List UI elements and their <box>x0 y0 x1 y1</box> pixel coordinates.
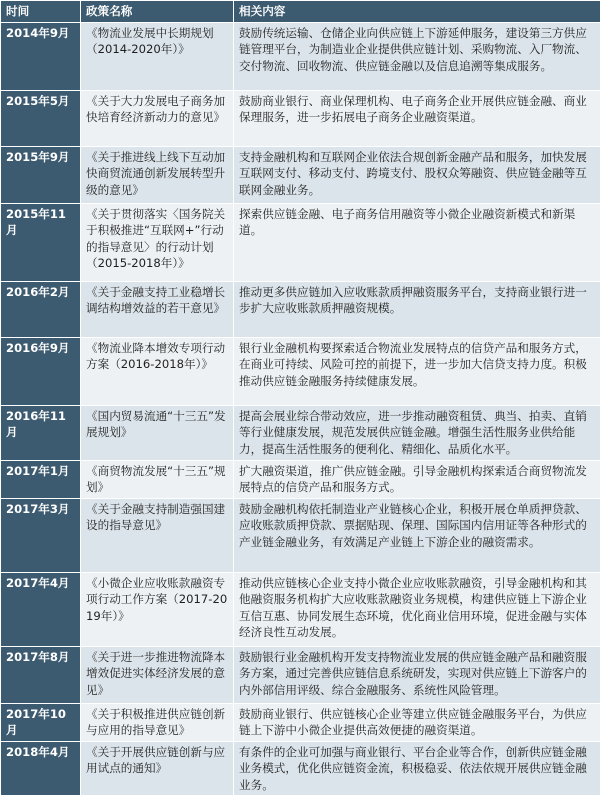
cell-content: 推动供应链核心企业支持小微企业应收账款融资，引导金融机构和其他融资服务机构扩大应收账款融资业务规模，构建供应链上下游企业互信互惠、协同发展生态环境，优化商业信用环境，促进金融与实体经济良性互动发展。 <box>234 572 600 646</box>
cell-content: 提高会展业综合带动效应，进一步推动融资租赁、典当、拍卖、直销等行业健康发展，规范发展供应链金融。增强生活性服务业供给能力，提高生活性服务的便利化、精细化、品质化水平。 <box>234 405 600 460</box>
table-row <box>1 460 600 498</box>
cell-time: 2018年4月 <box>1 741 81 796</box>
table-row <box>1 22 600 90</box>
table-body <box>1 22 600 796</box>
table-row <box>1 281 600 337</box>
cell-time: 2016年9月 <box>1 337 81 405</box>
table-row <box>1 572 600 646</box>
table-row <box>1 203 600 281</box>
cell-time: 2017年8月 <box>1 646 81 703</box>
cell-policy-name: 《关于开展供应链创新与应用试点的通知》 <box>81 741 234 796</box>
table-row <box>1 498 600 572</box>
table-row <box>1 146 600 203</box>
cell-content: 鼓励银行业金融机构开发支持物流业发展的供应链金融产品和融资服务方案，通过完善供应链信息系统研发，实现对供应链上下游客户的内外部信用评级、综合金融服务、系统性风险管理。 <box>234 646 600 703</box>
cell-content: 鼓励传统运输、仓储企业向供应链上下游延伸服务，建设第三方供应链管理平台，为制造业企业提供供应链计划、采购物流、入厂物流、交付物流、回收物流、供应链金融以及信息追溯等集成服务。 <box>234 22 600 90</box>
header-policy-name: 政策名称 <box>81 1 234 23</box>
header-row <box>1 1 600 23</box>
cell-time: 2017年3月 <box>1 498 81 572</box>
cell-content: 探索供应链金融、电子商务信用融资等小微企业融资新模式和新渠道。 <box>234 203 600 281</box>
table-row <box>1 337 600 405</box>
cell-time: 2015年11月 <box>1 203 81 281</box>
cell-policy-name: 《物流业降本增效专项行动方案（2016-2018年）》 <box>81 337 234 405</box>
cell-time: 2017年1月 <box>1 460 81 498</box>
cell-content: 鼓励金融机构依托制造业产业链核心企业，积极开展仓单质押贷款、应收账款质押贷款、票据贴现、保理、国际国内信用证等各种形式的产业链金融业务，有效满足产业链上下游企业的融资需求。 <box>234 498 600 572</box>
cell-time: 2016年11月 <box>1 405 81 460</box>
cell-time: 2017年10月 <box>1 703 81 741</box>
table-row <box>1 90 600 146</box>
cell-policy-name: 《关于贯彻落实〈国务院关于积极推进“互联网+”行动的指导意见〉的行动计划（2015-2018年）》 <box>81 203 234 281</box>
cell-content: 鼓励商业银行、商业保理机构、电子商务企业开展供应链金融、商业保理服务，进一步拓展电子商务企业融资渠道。 <box>234 90 600 146</box>
header-time: 时间 <box>1 1 81 23</box>
cell-content: 银行业金融机构要探索适合物流业发展特点的信贷产品和服务方式，在商业可持续、风险可控的前提下，进一步加大信贷支持力度。积极推动供应链金融服务持续健康发展。 <box>234 337 600 405</box>
cell-time: 2015年9月 <box>1 146 81 203</box>
cell-content: 扩大融资渠道，推广供应链金融。引导金融机构探索适合商贸物流发展特点的信贷产品和服务方式。 <box>234 460 600 498</box>
cell-policy-name: 《小微企业应收账款融资专项行动工作方案（2017-2019年）》 <box>81 572 234 646</box>
table-row <box>1 646 600 703</box>
cell-time: 2014年9月 <box>1 22 81 90</box>
cell-policy-name: 《物流业发展中长期规划（2014-2020年）》 <box>81 22 234 90</box>
cell-policy-name: 《国内贸易流通“十三五”发展规划》 <box>81 405 234 460</box>
cell-content: 鼓励商业银行、供应链核心企业等建立供应链金融服务平台，为供应链上下游中小微企业提供高效便捷的融资渠道。 <box>234 703 600 741</box>
cell-policy-name: 《商贸物流发展“十三五”规划》 <box>81 460 234 498</box>
cell-time: 2017年4月 <box>1 572 81 646</box>
table-row <box>1 405 600 460</box>
cell-policy-name: 《关于金融支持制造强国建设的指导意见》 <box>81 498 234 572</box>
cell-content: 有条件的企业可加强与商业银行、平台企业等合作，创新供应链金融业务模式，优化供应链资金流，积极稳妥、依法依规开展供应链金融业务。 <box>234 741 600 796</box>
table-row <box>1 741 600 796</box>
cell-policy-name: 《关于金融支持工业稳增长调结构增效益的若干意见》 <box>81 281 234 337</box>
table-header <box>1 1 600 23</box>
header-content: 相关内容 <box>234 1 600 23</box>
cell-policy-name: 《关于大力发展电子商务加快培育经济新动力的意见》 <box>81 90 234 146</box>
table-row <box>1 703 600 741</box>
cell-policy-name: 《关于积极推进供应链创新与应用的指导意见》 <box>81 703 234 741</box>
cell-policy-name: 《关于进一步推进物流降本增效促进实体经济发展的意见》 <box>81 646 234 703</box>
cell-content: 支持金融机构和互联网企业依法合规创新金融产品和服务，加快发展互联网支付、移动支付、跨境支付、股权众筹融资、供应链金融等互联网金融业务。 <box>234 146 600 203</box>
cell-content: 推动更多供应链加入应收账款质押融资服务平台，支持商业银行进一步扩大应收账款质押融资规模。 <box>234 281 600 337</box>
cell-policy-name: 《关于推进线上线下互动加快商贸流通创新发展转型升级的意见》 <box>81 146 234 203</box>
cell-time: 2016年2月 <box>1 281 81 337</box>
cell-time: 2015年5月 <box>1 90 81 146</box>
